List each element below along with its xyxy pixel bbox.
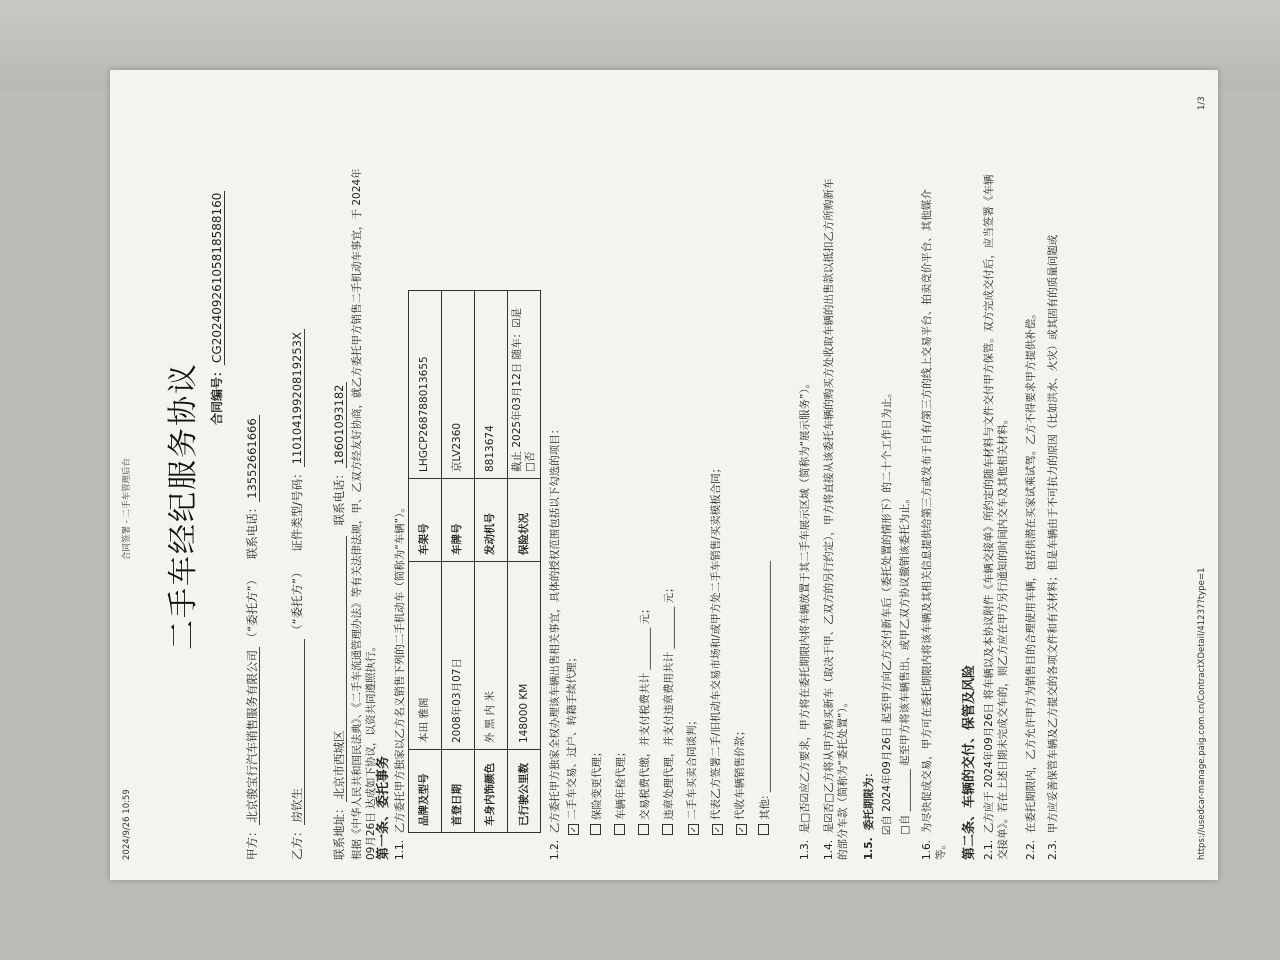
reg-label: 首登日期 [442,750,475,833]
mileage-label: 已行驶公里数 [508,750,541,833]
brand-value: 本田 雅阁 [409,562,442,750]
unchecked-box-icon [614,824,625,835]
clause-1-6: 1.6. 为尽快促成交易，甲方可在委托期限内将该车辆及其相关信息提供给第三方或发布于自有/第三方的线上交易平台、拍卖竞价平台、其他媒介等。 [921,189,948,860]
color-value: 外 黑 内 米 [475,562,508,750]
clause-1-4: 1.4. 是☑否□乙方将从甲方购买新车（取决于甲、乙双方的另行约定），甲方将直接从该委托车辆的购买方处收取车辆的出售款以抵扣乙方所购新车的部分车款（简称为“委托处置”）。 [823,178,850,860]
authorization-option [734,726,747,836]
clause-2-3: 2.3. 甲方应妥善保管车辆及乙方提交的各项文件和有关材料；但是车辆由于不可抗力的原因（比如洪水、火灾）或其固有的质量问题或 [1047,234,1059,860]
mileage-value: 148000 KM [508,562,541,750]
checked-box-icon: ✓ [712,824,723,835]
color-label: 车身内饰颜色 [475,750,508,833]
authorization-option [614,747,628,836]
print-datetime: 2024/9/26 10:59 [122,789,132,860]
clause-1-5-option-b: □自 ________ 起至甲方将该车辆售出、或甲乙双方协议撤销该委托为止。 [899,492,911,835]
party-a-line: 甲方：北京骏宝行汽车销售服务有限公司 （“委托方”） 联系电话：13552661666 [245,415,260,860]
frame-label: 车架号 [409,479,442,562]
footer-url: https://usedcar-manage.paig.com.cn/ContractXDetail/41237?type=1 [1197,567,1208,860]
authorization-option [686,715,699,835]
option-text: 车辆年检代理； [615,746,627,820]
brand-label: 品牌及型号 [409,750,442,833]
section-1-heading: 第一条、委托事务 [376,755,391,860]
clause-1-1: 1.1. 乙方委托甲方独家以乙方名义销售下列的二手机动车（简称为“车辆”）。 [394,502,406,860]
authorization-option [638,603,652,835]
clause-1-3: 1.3. 是□否☑应乙方要求，甲方将在委托期限内将车辆放置于其二手车展示区域（简称为“展示服务”）。 [799,377,811,860]
option-text: 违章处理代理，并支付违章费用共计 ________ 元； [663,582,675,820]
clause-1-5-option-a: ☑自 2024年09月26日 起至甲方向乙方交付新车后（委托处置的情形下）的二十个工作日为止。 [881,387,893,835]
plate-label: 车牌号 [442,479,475,562]
option-text: 二手车买卖合同谈判； [686,715,698,820]
clause-2-1: 2.1. 乙方应于 2024年09月26日 将车辆以及本协议附件《车辆交接单》所约定的随车材料与文件交付甲方保管。双方完成交付后，应当签署《车辆交接单》。若在上述日期未完成交车的，则乙方应在甲方另行通知的时间内交车及其他相关材料。 [983,174,1010,860]
unchecked-box-icon [638,824,649,835]
authorization-option [758,561,772,835]
engine-value: 8813674 [475,291,508,479]
reg-value: 2008年03月07日 [442,562,475,750]
engine-label: 发动机号 [475,479,508,562]
option-text: 二手车交易、过户、转籍手续代理； [566,652,578,820]
frame-value: LHGCP268788013655 [409,291,442,479]
contract-document [110,70,1218,880]
insurance-label: 保险状况 [508,479,541,562]
clause-1-5: 1.5. 委托期限为： [863,767,875,860]
print-site: 合同签署 - 二手车管理后台 [122,458,132,560]
address-line: 联系地址：北京市西城区 联系电话：18601093182 [332,382,347,860]
authorization-option [710,463,723,835]
clause-1-2: 1.2. 乙方委托甲方独家全权办理该车辆出售相关事宜，具体的授权范围包括以下勾选的项目： [549,423,561,860]
unchecked-box-icon [662,824,673,835]
option-text: 保险变更代理； [591,746,603,820]
authorization-option [566,652,579,835]
option-text: 代表乙方签署二手/旧机动车交易市场和/或甲方处二手车销售/买卖模板合同； [710,462,722,820]
vehicle-table [408,290,541,833]
clause-2-2: 2.2. 在委托期限内，乙方允许甲方为销售目的合理使用车辆，包括供潜在买家试乘试驾。乙方不得要求甲方提供补偿。 [1025,308,1037,860]
checked-box-icon: ✓ [736,824,747,835]
section-2-heading: 第二条、车辆的交付、保管及风险 [962,664,977,860]
footer-page: 1/3 [1197,96,1208,110]
authorization-option [590,747,604,836]
option-text: 交易税费代缴，并支付税费共计 ________ 元； [639,603,651,820]
contract-paper [110,70,1218,880]
document-title: 二手车经纪服务协议 [166,362,201,650]
authorization-option [662,582,676,835]
option-text: 其他: ____________________________________________ [759,561,771,820]
option-text: 代收车辆销售价款； [734,725,746,820]
unchecked-box-icon [590,824,601,835]
checked-box-icon: ✓ [688,824,699,835]
preamble: 根据《中华人民共和国民法典》、《二手车流通管理办法》等有关法律法规，甲、乙双方经友好协商，就乙方委托甲方销售二手机动车事宜，于 2024年09月26日 达成如下协议，以资共同遵照执行。 [351,168,378,860]
checked-box-icon: ✓ [568,824,579,835]
plate-value: 京LV2360 [442,291,475,479]
contract-number: 合同编号：CG20240926105818588160 [210,192,224,425]
unchecked-box-icon [758,824,769,835]
insurance-value: 截止 2025年03月12日 随车：☑是 □否 [508,291,541,479]
party-b-line: 乙方：房钦生 （“委托方”） 证件类型/号码：11010419920819253X [290,329,305,860]
